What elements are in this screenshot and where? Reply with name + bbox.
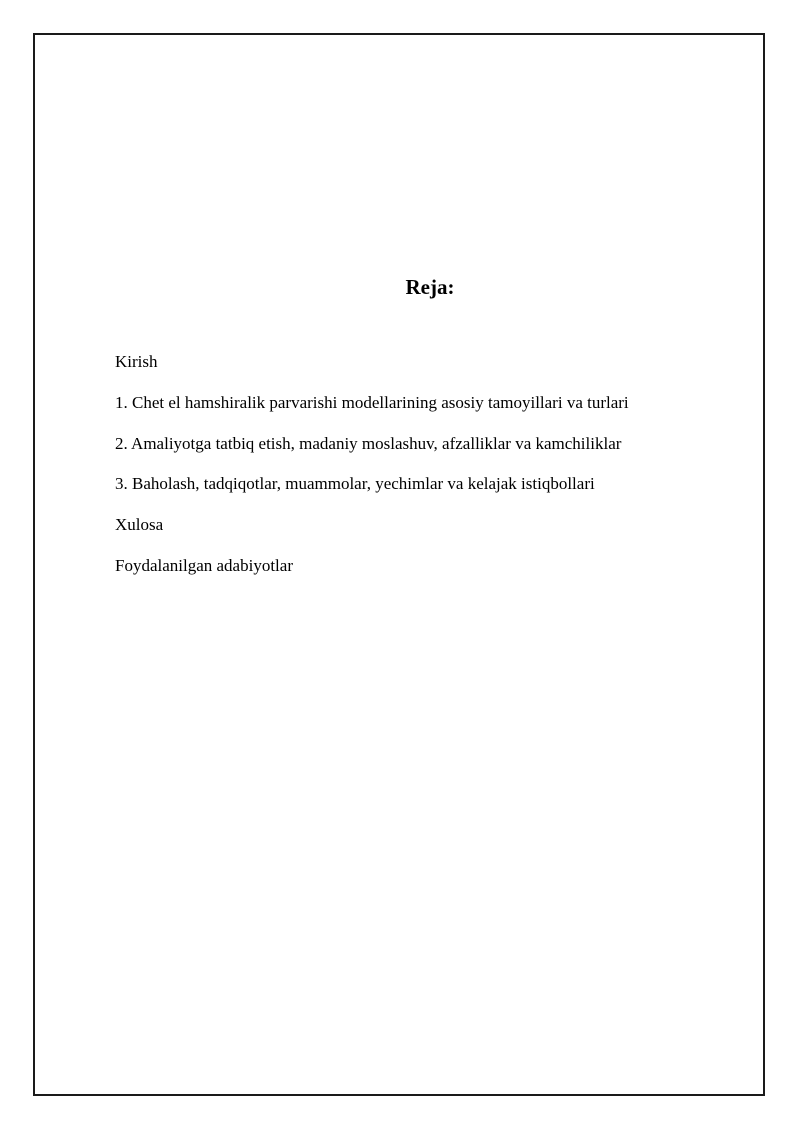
page-title: Reja:: [405, 275, 455, 299]
toc-item-chapter-2: 2. Amaliyotga tatbiq etish, madaniy moslashuv, afzalliklar va kamchiliklar: [115, 433, 622, 453]
toc-item-chapter-3: 3. Baholash, tadqiqotlar, muammolar, yechimlar va kelajak istiqbollari: [115, 474, 595, 494]
toc-item-introduction: Kirish: [115, 352, 158, 371]
toc-item-references: Foydalanilgan adabiyotlar: [115, 555, 293, 575]
toc-item-conclusion: Xulosa: [115, 515, 164, 535]
table-of-contents: [115, 350, 629, 595]
toc-item-chapter-1: 1. Chet el hamshiralik parvarishi modellarining asosiy tamoyillari va turlari: [115, 392, 629, 412]
